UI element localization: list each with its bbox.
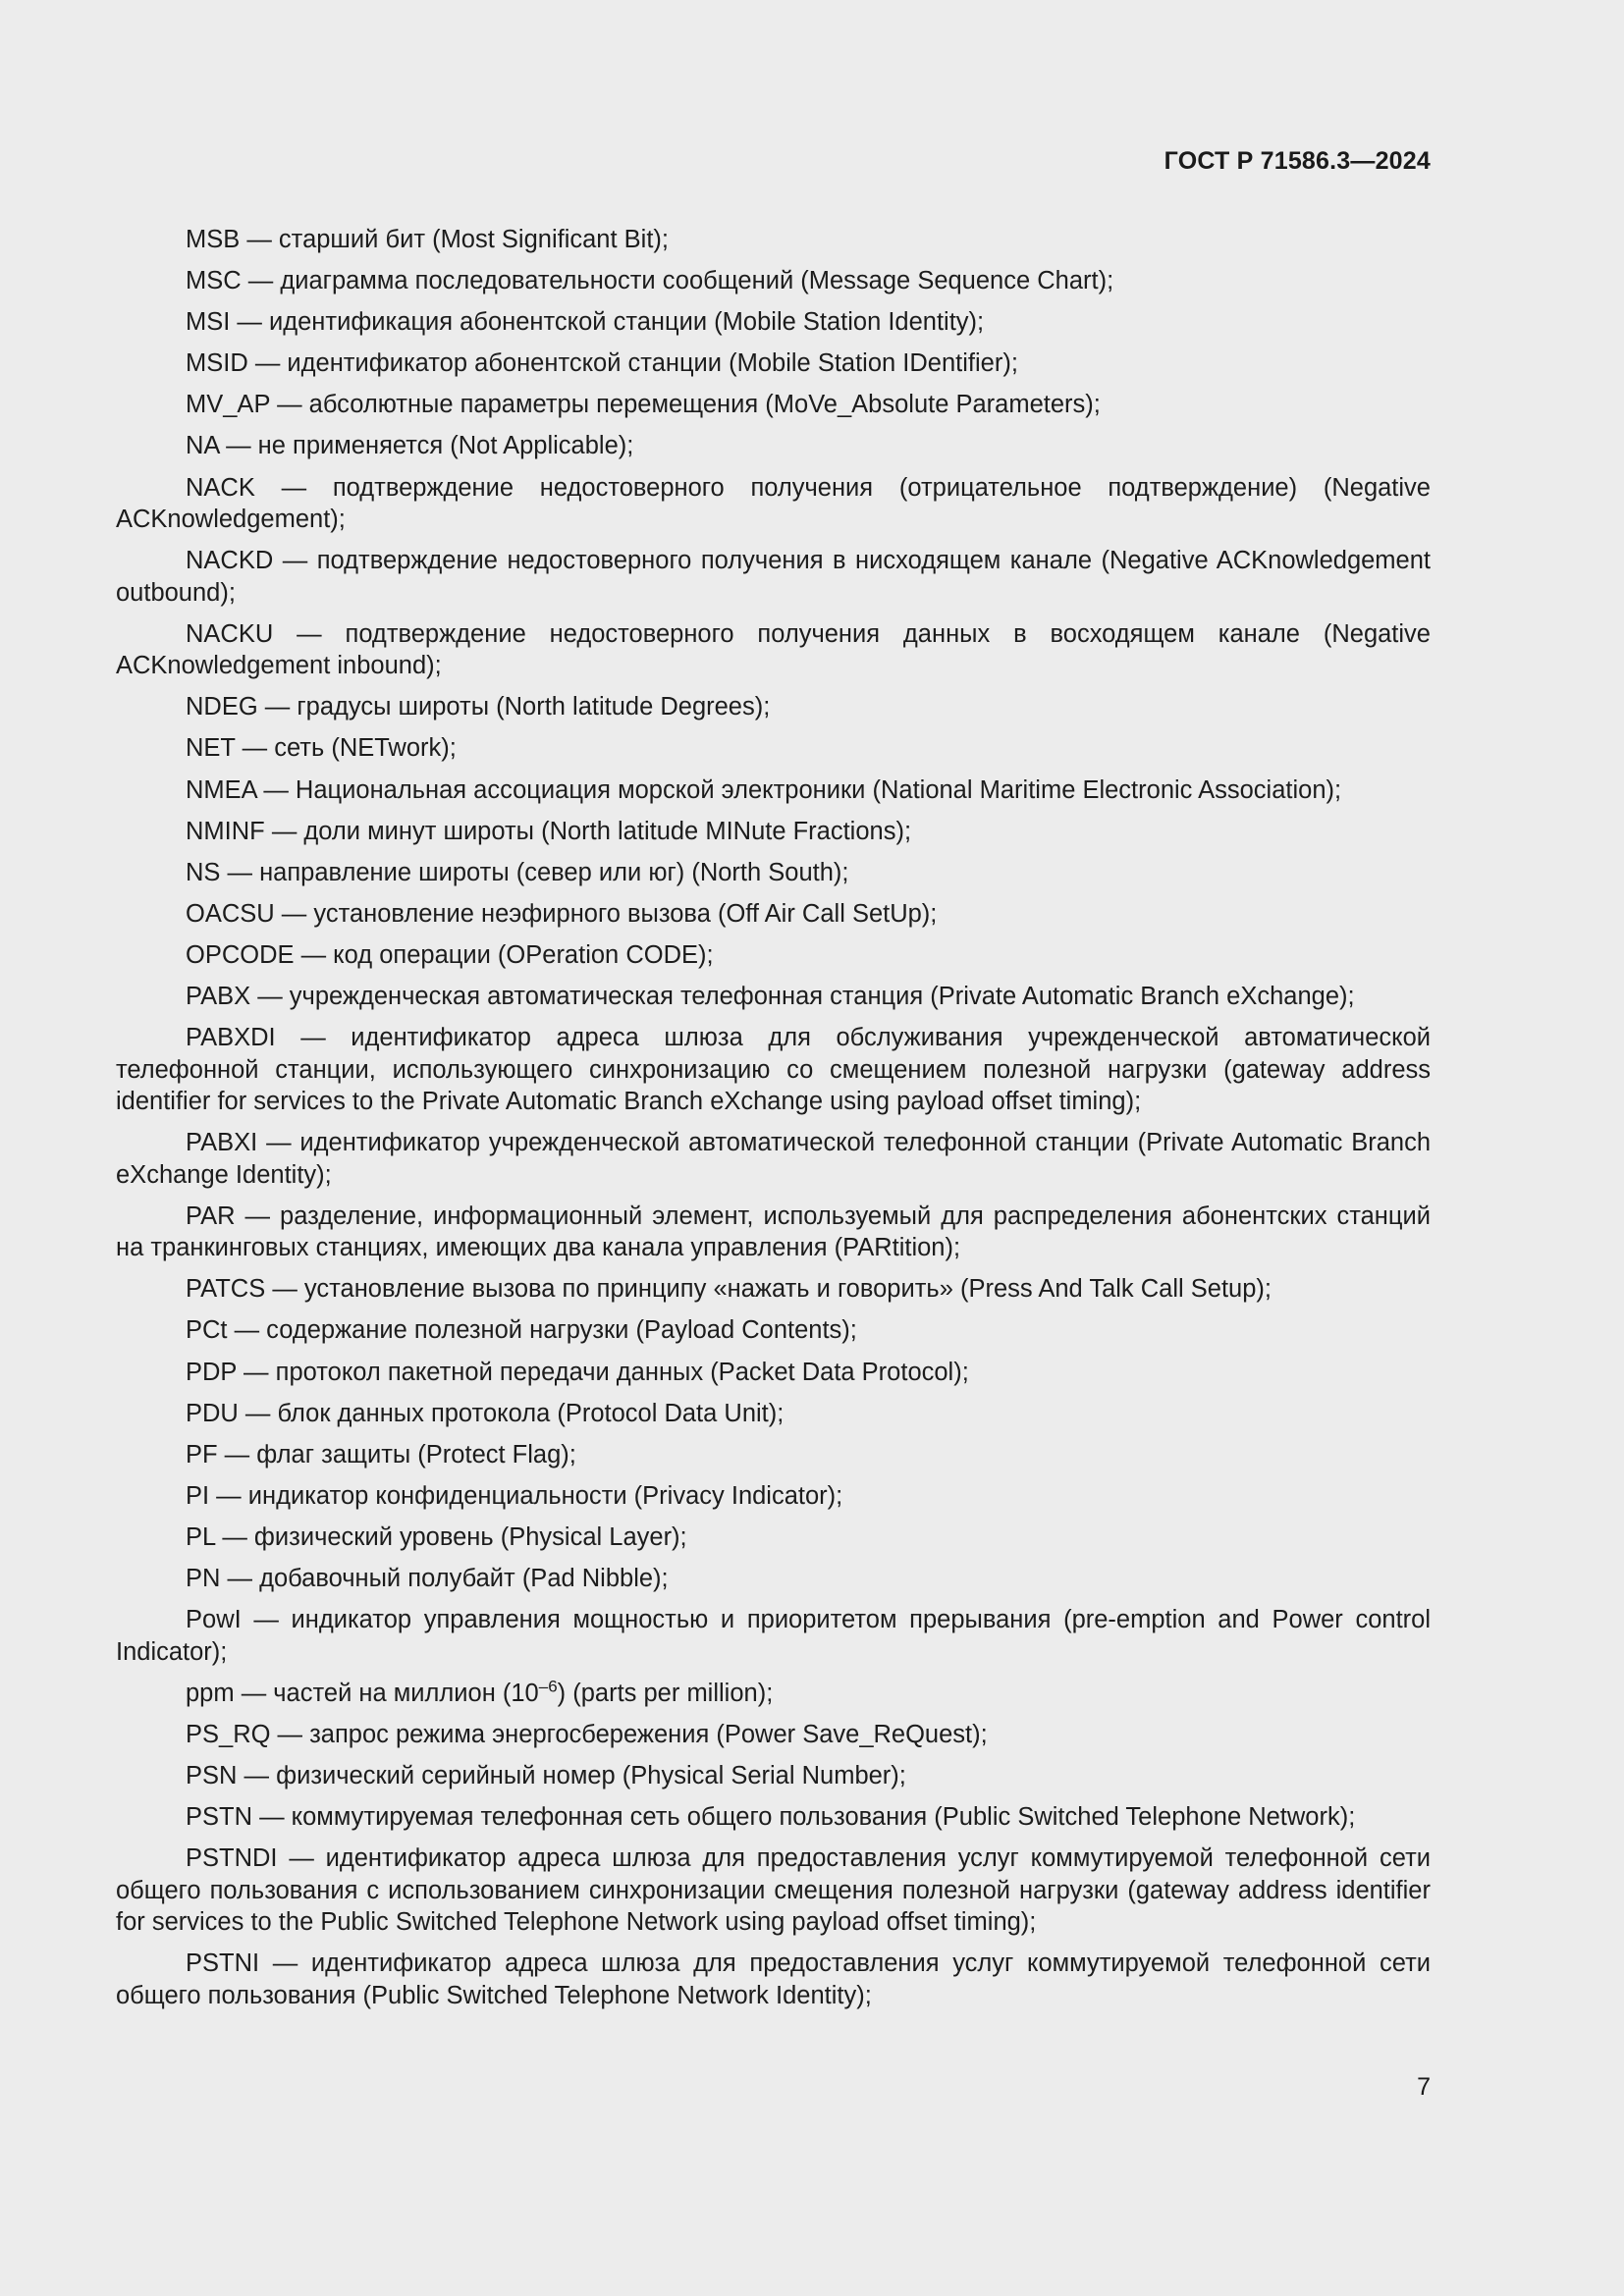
abbreviation-entry: PSN — физический серийный номер (Physical Serial Number); (186, 1761, 906, 1789)
abbreviation-entry: NACK — подтверждение недостоверного получения (отрицательное подтверждение) (Negative ACKnowledgement); (116, 473, 1431, 534)
abbreviation-entry: PN — добавочный полубайт (Pad Nibble); (186, 1565, 669, 1593)
abbreviation-entry: PDP — протокол пакетной передачи данных (Packet Data Protocol); (186, 1358, 969, 1386)
ppm-text-end: ) (parts per million); (557, 1679, 774, 1707)
abbreviation-entry: MSID — идентификатор абонентской станции (Mobile Station IDentifier); (186, 349, 1018, 378)
abbreviation-entry: NET — сеть (NETwork); (186, 734, 457, 763)
abbreviation-entry: MSC — диаграмма последовательности сообщений (Message Sequence Chart); (186, 267, 1114, 295)
page-number: 7 (1417, 2073, 1431, 2101)
abbreviation-entry: PI — индикатор конфиденциальности (Privacy Indicator); (186, 1481, 843, 1510)
abbreviation-entry: PSTNI — идентификатор адреса шлюза для предоставления услуг коммутируемой телефонной сети общего пользования (Public Switched Telephone Network Identity); (116, 1949, 1431, 2009)
abbreviation-entry: NS — направление широты (север или юг) (North South); (186, 858, 849, 886)
abbreviation-entry: NMEA — Национальная ассоциация морской электроники (National Maritime Electronic Association); (186, 775, 1342, 804)
abbreviation-entry: OACSU — установление неэфирного вызова (Off Air Call SetUp); (186, 899, 938, 928)
abbreviation-entry: PABXDI — идентификатор адреса шлюза для обслуживания учрежденческой автоматической телефонной станции, использующего синхронизацию со смещением полезной нагрузки (gateway address identifier for services to the Private Automatic Branch eXchange using payload offset timing); (116, 1024, 1431, 1116)
abbreviations-list (116, 224, 1431, 2021)
abbreviation-entry: NACKD — подтверждение недостоверного получения в нисходящем канале (Negative ACKnowledgement outbound); (116, 547, 1431, 607)
abbreviation-entry: PDU — блок данных протокола (Protocol Data Unit); (186, 1399, 785, 1427)
abbreviation-entry: PABXI — идентификатор учрежденческой автоматической телефонной станции (Private Automatic Branch eXchange Identity); (116, 1129, 1431, 1189)
abbreviation-entry: NMINF — доли минут широты (North latitude MINute Fractions); (186, 817, 912, 845)
abbreviation-entry: PCt — содержание полезной нагрузки (Payload Contents); (186, 1316, 857, 1345)
abbreviation-entry: PL — физический уровень (Physical Layer); (186, 1522, 687, 1551)
standard-header: ГОСТ Р 71586.3—2024 (1164, 147, 1431, 175)
abbreviation-entry: NDEG — градусы широты (North latitude Degrees); (186, 693, 771, 721)
abbreviation-entry: PABX — учрежденческая автоматическая телефонная станция (Private Automatic Branch eXchange); (186, 983, 1355, 1010)
ppm-text: ppm — частей на миллион (10 (186, 1679, 539, 1707)
abbreviation-entry: OPCODE — код операции (OPeration CODE); (186, 940, 714, 969)
abbreviation-entry: MV_AP — абсолютные параметры перемещения (MoVe_Absolute Parameters); (186, 391, 1101, 419)
abbreviation-entry: PATCS — установление вызова по принципу «нажать и говорить» (Press And Talk Call Setup); (186, 1275, 1272, 1304)
abbreviation-entry: PowI — индикатор управления мощностью и приоритетом прерывания (pre-emption and Power control Indicator); (116, 1606, 1431, 1666)
abbreviation-entry: PSTNDI — идентификатор адреса шлюза для предоставления услуг коммутируемой телефонной сети общего пользования с использованием синхронизации смещения полезной нагрузки (gateway address identifier for services to the Public Switched Telephone Network using payload offset timing); (116, 1844, 1431, 1937)
abbreviation-entry: NA — не применяется (Not Applicable); (186, 432, 634, 460)
abbreviation-entry: PSTN — коммутируемая телефонная сеть общего пользования (Public Switched Telephone Network); (186, 1803, 1356, 1831)
abbreviation-entry-ppm (116, 1678, 1431, 1710)
ppm-exponent: –6 (538, 1677, 558, 1696)
abbreviation-entry: PF — флаг защиты (Protect Flag); (186, 1440, 576, 1468)
abbreviation-entry: PS_RQ — запрос режима энергосбережения (Power Save_ReQuest); (186, 1720, 988, 1748)
abbreviation-entry: PAR — разделение, информационный элемент, используемый для распределения абонентских станций на транкинговых станциях, имеющих два канала управления (PARtition); (116, 1201, 1431, 1262)
abbreviation-entry: MSI — идентификация абонентской станции (Mobile Station Identity); (186, 308, 985, 337)
abbreviation-entry: NACKU — подтверждение недостоверного получения данных в восходящем канале (Negative ACKnowledgement inbound); (116, 619, 1431, 680)
abbreviation-entry: MSB — старший бит (Most Significant Bit); (186, 226, 669, 253)
